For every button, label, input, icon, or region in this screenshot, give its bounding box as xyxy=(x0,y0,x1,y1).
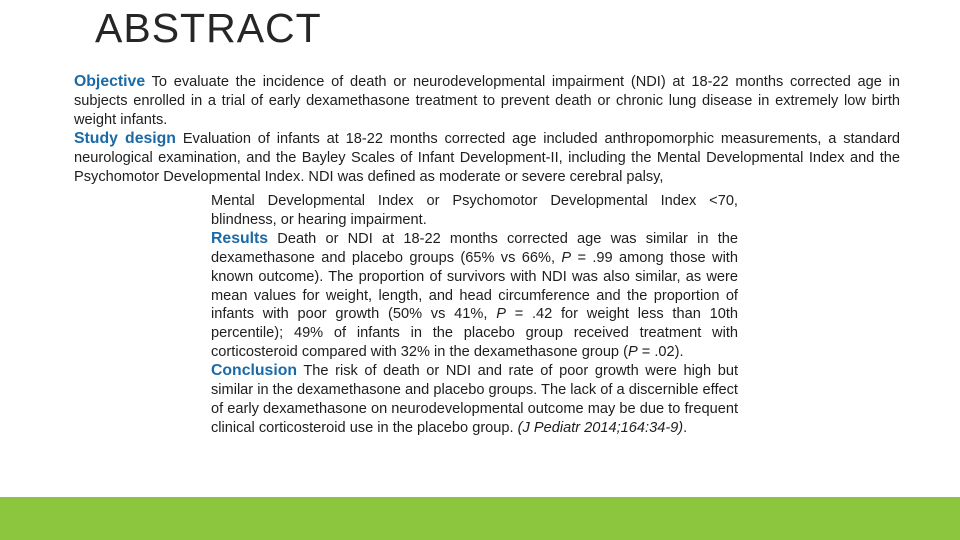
study-design-paragraph xyxy=(74,130,900,187)
slide-title: ABSTRACT xyxy=(95,5,322,51)
conclusion-heading: Conclusion xyxy=(211,362,298,380)
conclusion-text: The risk of death or NDI and rate of poor growth were high but similar in the dexamethasone and placebo groups. The lack of a discernible effect of early dexamethasone on neurodevelopmental outcome may be due to frequent clinical corticosteroid use in the placebo group. xyxy=(211,363,738,436)
journal-citation: (J Pediatr 2014;164:34-9) xyxy=(517,419,684,436)
study-design-text: Evaluation of infants at 18-22 months corrected age included anthropomorphic measurements, a standard neurological examination, and the Bayley Scales of Infant Development-II, including the Mental Developmental Index and the Psychomotor Developmental Index. NDI was defined as moderate or severe cerebral palsy, xyxy=(74,130,900,185)
results-text-d: = .02). xyxy=(641,344,684,361)
citation-end-mark: . xyxy=(683,419,688,436)
results-text-a: Death or NDI at 18-22 months corrected age was similar in the dexamethasone and placebo groups (65% vs 66%, xyxy=(211,230,738,266)
objective-paragraph xyxy=(74,73,900,130)
study-design-continued: Mental Developmental Index or Psychomotor Developmental Index <70, blindness, or hearing impairment. xyxy=(211,193,738,228)
results-p-value-label-2: P xyxy=(496,306,506,323)
study-design-heading: Study design xyxy=(74,129,176,147)
conclusion-paragraph xyxy=(211,362,738,438)
results-text-c: = .42 for weight less than 10th percentile); 49% of infants in the placebo group received treatment with corticosteroid compared with 32% in the dexamethasone group ( xyxy=(211,306,738,361)
results-p-value-label-3: P xyxy=(627,344,638,361)
results-heading: Results xyxy=(211,229,269,247)
objective-heading: Objective xyxy=(74,73,146,90)
abstract-clip-bottom xyxy=(211,192,738,470)
results-p-value-label-1: P xyxy=(561,249,572,266)
abstract-clip-top xyxy=(74,73,900,196)
results-paragraph xyxy=(211,230,738,362)
objective-text: To evaluate the incidence of death or neurodevelopmental impairment (NDI) at 18-22 months corrected age in subjects enrolled in a trial of early dexamethasone treatment to prevent death or chronic lung disease in extremely low birth weight infants. xyxy=(74,74,900,128)
results-text-b: = .99 among those with known outcome). The proportion of survivors with NDI was also similar, as were mean values for weight, length, and head circumference and the proportion of infants with poor growth (50% vs 41%, xyxy=(211,249,738,323)
footer-accent-bar xyxy=(0,497,960,540)
